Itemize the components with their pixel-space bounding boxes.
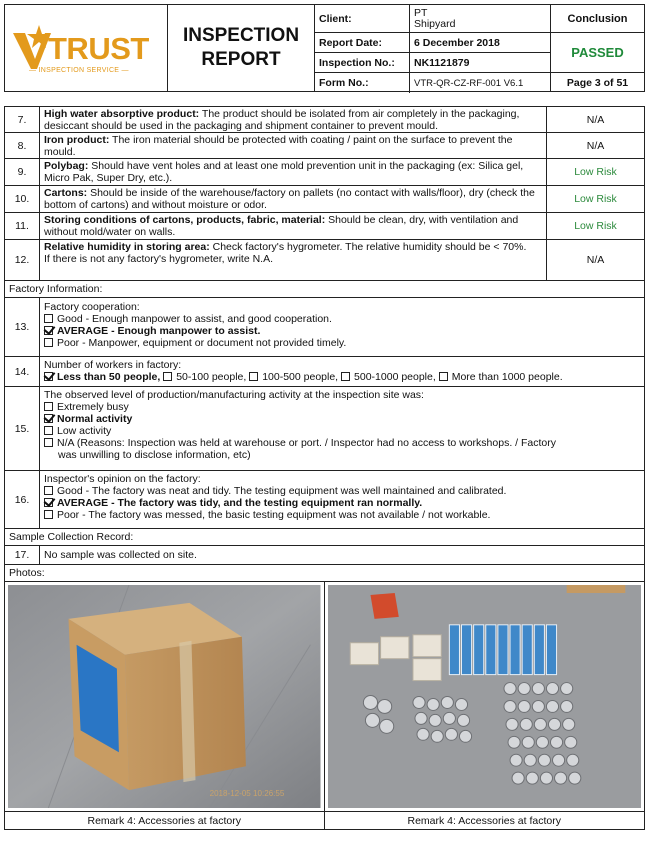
photo-grid	[5, 582, 644, 812]
factory-row	[5, 357, 644, 387]
checkbox-checked-icon	[44, 498, 53, 507]
row-description: Should be inside of the warehouse/factory on pallets (no contact with walls/floor), dry (check the bottom of cartons) and without moisture or odor.	[44, 187, 535, 211]
checkbox-unchecked-icon	[44, 438, 53, 447]
option-good	[44, 485, 640, 497]
report-header	[4, 4, 645, 92]
option-normal-activity	[44, 413, 640, 425]
option-label: AVERAGE - Enough manpower to assist.	[57, 325, 261, 337]
inspection-no-value: NK1121879	[410, 53, 550, 73]
question-text: Factory cooperation:	[44, 301, 140, 313]
row-number: 15.	[5, 387, 40, 470]
section-photos: Photos:	[5, 565, 644, 582]
row-result: N/A	[546, 107, 644, 132]
title-line-2: REPORT	[201, 49, 281, 70]
row-text	[40, 387, 644, 470]
client-label: Client:	[315, 5, 410, 33]
client-value-line-2: Shipyard	[414, 17, 456, 30]
factory-row	[5, 298, 644, 357]
row-number: 14.	[5, 357, 40, 386]
client-value-line-1: PT	[414, 6, 428, 19]
checkbox-unchecked-icon	[44, 402, 53, 411]
checkbox-unchecked-icon	[249, 372, 258, 381]
option-label: Poor - Manpower, equipment or document not provided timely.	[57, 337, 347, 349]
photo-carton	[5, 582, 325, 811]
option-label: Poor - The factory was messed, the basic testing equipment was not available / not workable.	[57, 509, 491, 521]
photo-caption-1: Remark 4: Accessories at factory	[5, 812, 325, 829]
option-label: Extremely busy	[57, 401, 129, 413]
option-poor	[44, 337, 640, 349]
accessories-photo-image	[328, 585, 642, 808]
row-number: 17.	[5, 546, 40, 564]
checkbox-unchecked-icon	[44, 314, 53, 323]
checklist-row	[5, 186, 644, 213]
sample-row	[5, 546, 644, 565]
conclusion-value: PASSED	[551, 33, 644, 73]
row-description: The iron material should be protected with coating / paint on the surface to prevent the mould.	[44, 134, 513, 158]
option-label: Good - The factory was neat and tidy. The testing equipment was well maintained and calibrated.	[57, 485, 507, 497]
checkbox-unchecked-icon	[163, 372, 172, 381]
row-result: Low Risk	[546, 213, 644, 239]
checkbox-unchecked-icon	[341, 372, 350, 381]
row-result: Low Risk	[546, 159, 644, 185]
report-date-label: Report Date:	[315, 33, 410, 53]
option-label: Less than 50 people,	[57, 371, 161, 383]
row-text: No sample was collected on site.	[44, 549, 197, 561]
title-line-1: INSPECTION	[182, 25, 300, 46]
option-average	[44, 497, 640, 509]
row-text	[40, 471, 644, 528]
row-text	[40, 240, 546, 280]
row-title: Cartons:	[44, 187, 88, 199]
row-title: High water absorptive product:	[44, 108, 200, 120]
question-text: The observed level of production/manufacturing activity at the inspection site was:	[44, 389, 424, 401]
form-no-value: VTR-QR-CZ-RF-001 V6.1	[414, 77, 524, 89]
row-title: Iron product:	[44, 134, 110, 146]
row-number: 7.	[5, 107, 40, 132]
factory-row	[5, 471, 644, 529]
checkbox-checked-icon	[44, 326, 53, 335]
option-label: More than 1000 people.	[451, 371, 563, 383]
row-text	[40, 159, 546, 185]
checkbox-unchecked-icon	[439, 372, 448, 381]
row-title: Polybag:	[44, 160, 89, 172]
row-number: 12.	[5, 240, 40, 280]
option-extremely-busy	[44, 401, 640, 413]
checklist-row	[5, 107, 644, 133]
row-number: 11.	[5, 213, 40, 239]
row-text	[40, 213, 546, 239]
row-result: N/A	[546, 133, 644, 158]
inspection-no-label: Inspection No.:	[315, 53, 410, 73]
checkbox-unchecked-icon	[44, 510, 53, 519]
section-factory-information: Factory Information:	[5, 281, 644, 298]
inspection-table	[4, 106, 645, 830]
carton-photo-image	[8, 585, 321, 808]
row-result: N/A	[546, 240, 644, 280]
row-number: 10.	[5, 186, 40, 212]
row-description: The product should be isolated from air completely in the packaging, desiccant should be used in the packaging and shipment container to prevent mould.	[44, 108, 520, 132]
question-text: Inspector's opinion on the factory:	[44, 473, 201, 485]
form-no-label: Form No.:	[315, 73, 410, 93]
report-title	[168, 5, 315, 91]
option-na-continued: was unwilling to disclose information, etc)	[58, 449, 251, 461]
conclusion-label: Conclusion	[551, 5, 644, 33]
report-date-value: 6 December 2018	[410, 33, 550, 53]
logo-brand-text: TRUST	[48, 31, 149, 66]
option-label: 500-1000 people,	[354, 371, 436, 383]
row-text	[40, 298, 644, 356]
row-text	[40, 133, 546, 158]
conclusion-box	[551, 5, 644, 91]
checkbox-unchecked-icon	[44, 486, 53, 495]
row-description: Should have vent holes and at least one mold prevention unit in the packaging (ex: Silica gel, Micro Pak, Super Dry, etc.).	[44, 160, 524, 184]
row-number: 9.	[5, 159, 40, 185]
row-description: Check factory's hygrometer. The relative humidity should be < 70%.	[209, 241, 527, 253]
worker-options	[44, 371, 640, 383]
option-label: AVERAGE - The factory was tidy, and the testing equipment ran normally.	[57, 497, 423, 509]
option-na	[44, 437, 640, 449]
page-indicator: Page 3 of 51	[566, 77, 629, 89]
vtrust-logo	[5, 5, 168, 91]
checklist-row	[5, 133, 644, 159]
option-label: Normal activity	[57, 413, 133, 425]
checkbox-checked-icon	[44, 414, 53, 423]
option-label: 50-100 people,	[176, 371, 247, 383]
checklist-row	[5, 213, 644, 240]
row-number: 13.	[5, 298, 40, 356]
row-description-note: If there is not any factory's hygrometer, write N.A.	[44, 253, 274, 265]
checkbox-checked-icon	[44, 372, 53, 381]
row-title: Storing conditions of cartons, products, fabric, material:	[44, 214, 326, 226]
row-title: Relative humidity in storing area:	[44, 241, 210, 253]
option-low-activity	[44, 425, 640, 437]
row-number: 8.	[5, 133, 40, 158]
factory-row	[5, 387, 644, 471]
question-text: Number of workers in factory:	[44, 359, 182, 371]
checklist-row	[5, 159, 644, 186]
option-label: Good - Enough manpower to assist, and good cooperation.	[57, 313, 332, 325]
option-label: Low activity	[57, 425, 112, 437]
row-text	[40, 357, 644, 386]
checkbox-unchecked-icon	[44, 338, 53, 347]
option-label: 100-500 people,	[262, 371, 339, 383]
photo-captions	[5, 812, 644, 829]
checklist-row	[5, 240, 644, 281]
checkbox-unchecked-icon	[44, 426, 53, 435]
row-text	[40, 107, 546, 132]
option-average	[44, 325, 640, 337]
photo-timestamp: 2018-12-05 10:26:55	[209, 789, 285, 799]
row-text	[40, 186, 546, 212]
option-good	[44, 313, 640, 325]
photo-caption-2: Remark 4: Accessories at factory	[407, 814, 561, 827]
option-poor	[44, 509, 640, 521]
option-label: N/A (Reasons: Inspection was held at warehouse or port. / Inspector had no access to workshops. / Factory	[57, 437, 557, 449]
row-description: Should be clean, dry, with ventilation and without mold/water on walls.	[44, 214, 519, 238]
row-number: 16.	[5, 471, 40, 528]
photo-accessories	[325, 582, 645, 811]
logo-sub-text: — INSPECTION SERVICE —	[29, 67, 129, 74]
report-meta-table	[315, 5, 551, 91]
row-result: Low Risk	[546, 186, 644, 212]
client-value	[410, 5, 550, 33]
section-sample-collection: Sample Collection Record:	[5, 529, 644, 546]
